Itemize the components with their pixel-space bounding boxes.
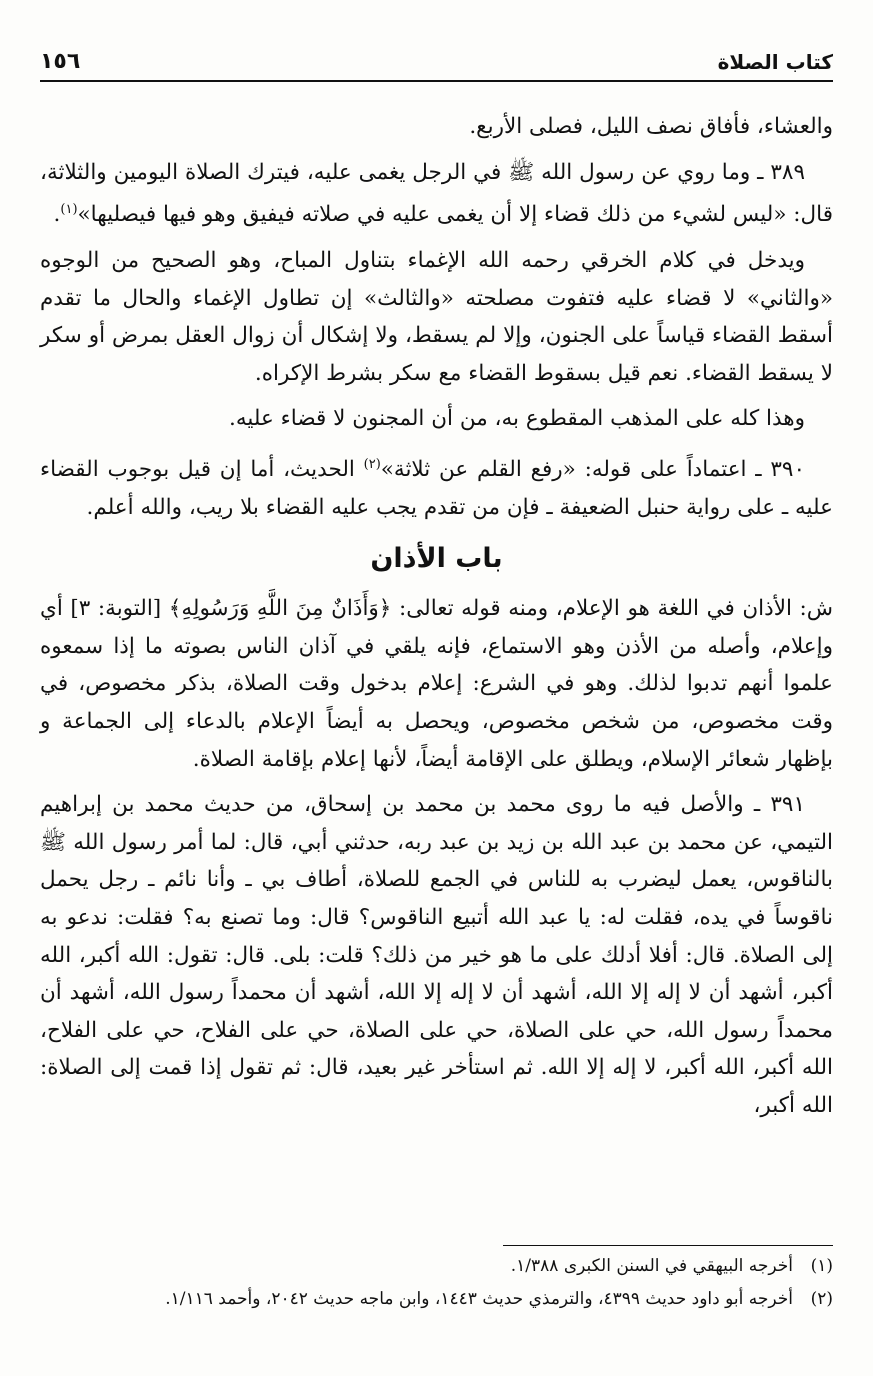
- paragraph-389-text: ٣٨٩ ـ وما روي عن رسول الله ﷺ في الرجل يغمى عليه، فيترك الصلاة اليومين والثلاثة، قال: «ليس لشيء من ذلك قضاء إلا أن يغمى عليه في صلاته فيفيق وهو فيها فيصليها»: [40, 159, 833, 228]
- footnote-ref-2[interactable]: (٢): [363, 456, 381, 472]
- paragraph-390-text-a: ٣٩٠ ـ اعتماداً على قوله: «رفع القلم عن ثلاثة»: [380, 457, 806, 483]
- footnote-text: أخرجه البيهقي في السنن الكبرى ١/٣٨٨.: [510, 1256, 793, 1276]
- page-number: ١٥٦: [40, 49, 81, 74]
- footnote-number: (٢): [810, 1289, 833, 1309]
- book-title: كتاب الصلاة: [717, 50, 833, 74]
- paragraph-3: ويدخل في كلام الخرقي رحمه الله الإغماء بتناول المباح، وهو الصحيح من الوجوه «والثاني» لا قضاء عليه فتفوت مصلحته «والثالث» إن تطاول الإغماء والحال ما تقدم أسقط القضاء قياساً على الجنون، وإلا لم يسقط، ولا إشكال أن زوال العقل بمرض أو سكر لا يسقط القضاء. نعم قيل بسقوط القضاء مع سكر بشرط الإكراه.: [40, 247, 833, 386]
- main-text: [40, 108, 833, 1133]
- footnote-number: (١): [810, 1256, 833, 1276]
- footnote-ref-1[interactable]: (١): [60, 202, 78, 218]
- paragraph-390: [40, 446, 833, 526]
- paragraph-1: والعشاء، فأفاق نصف الليل، فصلى الأربع.: [469, 114, 833, 139]
- section-heading: باب الأذان: [370, 543, 503, 575]
- footnote-2: [40, 1283, 833, 1316]
- paragraph-adhan-definition: ش: الأذان في اللغة هو الإعلام، ومنه قوله تعالى: ﴿وَأَذَانٌ مِنَ اللَّهِ وَرَسُولِهِ﴾ [التوبة: ٣] أي وإعلام، وأصله من الأذن وهو الاستماع، فإنه يلقي في آذان الناس بصوته ما إذا سمعوه علموا أنهم تدبوا لذلك. وهو في الشرع: إعلام بدخول وقت الصلاة، بذكر مخصوص، في وقت مخصوص، من شخص مخصوص، ويحصل به أيضاً الإعلام بالدعاء إلى الجماعة و بإظهار شعائر الإسلام، ويطلق على الإقامة أيضاً، لأنها إعلام بإقامة الصلاة.: [40, 596, 833, 772]
- paragraph-391: ٣٩١ ـ والأصل فيه ما روى محمد بن محمد بن إسحاق، من حديث محمد بن إبراهيم التيمي، عن محمد بن عبد الله بن زيد بن عبد ربه، حدثني أبي، قال: لما أمر رسول الله ﷺ بالناقوس، يعمل ليضرب به للناس في الجمع للصلاة، أطاف بي ـ وأنا نائم ـ رجل يحمل ناقوساً في يده، فقلت له: يا عبد الله أتبيع الناقوس؟ قال: وما تصنع به؟ فقلت: ندعو به إلى الصلاة. قال: أفلا أدلك على ما هو خير من ذلك؟ قلت: بلى. قال: تقول: الله أكبر، الله أكبر، أشهد أن لا إله إلا الله، أشهد أن لا إله إلا الله، أشهد أن محمداً رسول الله، أشهد أن محمداً رسول الله، حي على الصلاة، حي على الصلاة، حي على الفلاح، حي على الفلاح، الله أكبر، الله أكبر، لا إله إلا الله. ثم استأخر غير بعيد، قال: ثم تقول إذا قمت إلى الصلاة: الله أكبر،: [40, 792, 833, 1118]
- footnote-text: أخرجه أبو داود حديث ٤٣٩٩، والترمذي حديث ١٤٤٣، وابن ماجه حديث ٢٠٤٢، وأحمد ١/١١٦.: [165, 1289, 793, 1309]
- page-header: [40, 42, 833, 82]
- paragraph-390-text-b: الحديث، أما إن قيل بوجوب القضاء عليه ـ على رواية حنبل الضعيفة ـ فإن من تقدم يجب عليه القضاء بلا ريب، والله أعلم.: [40, 457, 833, 520]
- footnotes: [40, 1245, 833, 1316]
- paragraph-4: وهذا كله على المذهب المقطوع به، من أن المجنون لا قضاء عليه.: [229, 406, 805, 432]
- footnote-divider: [503, 1245, 833, 1246]
- footnote-1: [40, 1250, 833, 1283]
- paragraph-389-end: .: [53, 202, 61, 228]
- paragraph-389: [40, 154, 833, 234]
